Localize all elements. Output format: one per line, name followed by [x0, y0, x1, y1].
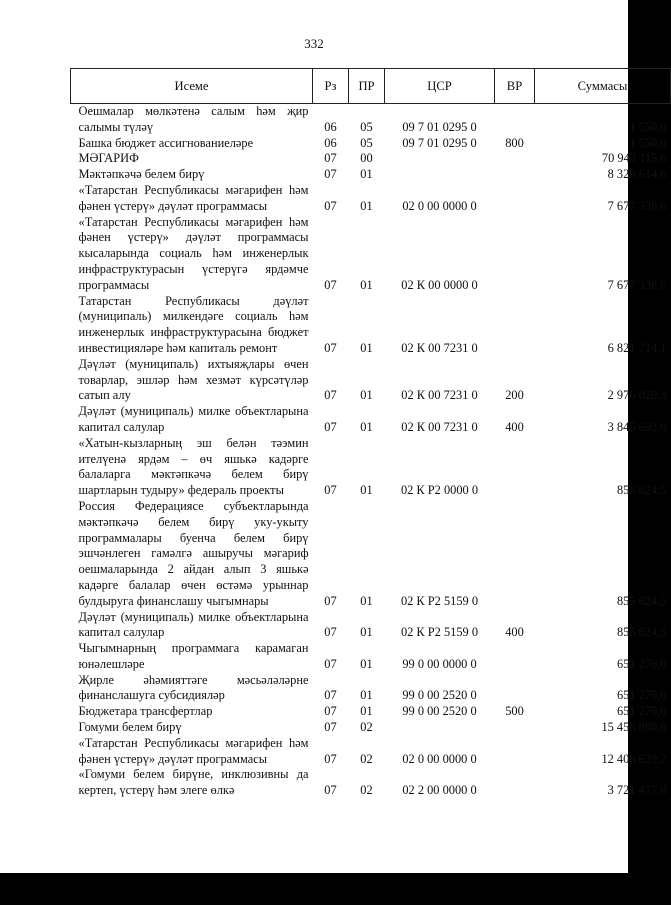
cell-name: «Гомуми белем бирүне, инклюзивны да кертеп, үстерү һәм элеге өлкә — [78, 767, 309, 798]
cell-sum: 6 821 714,1 — [607, 340, 667, 355]
cell-rz: 07 — [324, 483, 337, 498]
cell-vr — [495, 436, 535, 499]
cell-name: Бюджетара трансфертлар — [78, 704, 213, 719]
cell-csr: 99 0 00 0000 0 — [402, 656, 477, 671]
cell-vr: 400 — [505, 419, 524, 434]
cell-pr: 01 — [360, 688, 373, 703]
cell-pr: 05 — [360, 135, 373, 150]
cell-csr: 09 7 01 0295 0 — [402, 135, 477, 150]
cell-pr: 01 — [360, 704, 373, 719]
table-row — [71, 673, 671, 705]
column-header-rz: Рз — [313, 69, 349, 104]
cell-vr — [495, 183, 535, 215]
cell-sum: 12 406 639,2 — [601, 751, 667, 766]
cell-rz: 07 — [324, 151, 337, 166]
cell-vr — [495, 641, 535, 673]
cell-csr: 02 К 00 7231 0 — [401, 419, 478, 434]
table-row — [71, 136, 671, 152]
cell-pr: 01 — [360, 198, 373, 213]
cell-csr: 02 0 00 0000 0 — [402, 751, 477, 766]
cell-rz: 07 — [324, 783, 337, 798]
cell-sum: 15 456 880,8 — [601, 720, 667, 735]
cell-name: «Хатын-кызларның эш белән тәэмин ителүенә ярдәм – өч яшькә кадәрге балаларга мәктәпкәчә белем бирү шартларын тудыру» федераль проекты — [78, 435, 309, 498]
cell-csr: 99 0 00 2520 0 — [402, 704, 477, 719]
cell-csr: 02 К 00 0000 0 — [401, 277, 478, 292]
cell-rz: 06 — [324, 119, 337, 134]
cell-csr — [385, 720, 495, 736]
table-row — [71, 720, 671, 736]
cell-pr: 01 — [360, 340, 373, 355]
cell-name: «Татарстан Республикасы мәгарифен һәм фәнен үстерү» дәүләт программасы — [78, 735, 309, 766]
cell-sum: 2 976 020,3 — [607, 388, 667, 403]
cell-sum: 70 943 115,6 — [601, 151, 667, 166]
cell-pr: 02 — [360, 751, 373, 766]
cell-vr — [495, 215, 535, 294]
cell-vr — [495, 151, 535, 167]
cell-csr: 02 К Р2 0000 0 — [400, 483, 479, 498]
cell-name: «Татарстан Республикасы мәгарифен һәм фәнен үстерү» дәүләт программасы кысаларында социаль һәм инженерлык инфраструктурасын үстерүгә ярдәмче программасы — [78, 214, 309, 292]
cell-sum: 855 624,5 — [616, 483, 667, 498]
cell-vr — [495, 167, 535, 183]
column-header-csr: ЦСР — [385, 69, 495, 104]
table-body — [71, 104, 671, 800]
column-header-pr: ПР — [349, 69, 385, 104]
cell-csr: 02 2 00 0000 0 — [402, 783, 477, 798]
cell-rz: 07 — [324, 277, 337, 292]
table-row — [71, 436, 671, 499]
column-header-name: Исеме — [71, 69, 313, 104]
cell-csr: 09 7 01 0295 0 — [402, 119, 477, 134]
cell-sum: 3 845 693,8 — [607, 419, 667, 434]
table-row — [71, 736, 671, 768]
cell-vr — [495, 736, 535, 768]
cell-rz: 06 — [324, 135, 337, 150]
cell-csr: 02 К Р2 5159 0 — [400, 625, 479, 640]
table-header — [71, 69, 671, 104]
cell-sum: 1 550,0 — [629, 135, 667, 150]
cell-pr: 01 — [360, 625, 373, 640]
cell-sum: 651 276,0 — [616, 656, 667, 671]
cell-sum: 8 328 614,6 — [607, 167, 667, 182]
cell-csr: 02 0 00 0000 0 — [402, 198, 477, 213]
cell-pr: 02 — [360, 783, 373, 798]
cell-rz: 07 — [324, 751, 337, 766]
cell-sum: 651 276,0 — [616, 704, 667, 719]
cell-rz: 07 — [324, 167, 337, 182]
cell-pr: 02 — [360, 720, 373, 735]
cell-vr — [495, 499, 535, 610]
cell-pr: 05 — [360, 119, 373, 134]
cell-vr — [495, 767, 535, 799]
cell-pr: 01 — [360, 388, 373, 403]
cell-rz: 07 — [324, 720, 337, 735]
cell-sum: 855 624,5 — [616, 625, 667, 640]
cell-sum: 855 624,5 — [616, 593, 667, 608]
cell-pr: 01 — [360, 167, 373, 182]
cell-sum: 651 276,0 — [616, 688, 667, 703]
cell-rz: 07 — [324, 593, 337, 608]
cell-pr: 01 — [360, 593, 373, 608]
cell-name: Дәүләт (муниципаль) милке объектларына капитал салулар — [78, 404, 309, 434]
cell-rz: 07 — [324, 340, 337, 355]
cell-name: Җирле әһәмияттәге мәсьәләләрне финанслашуга субсидияләр — [78, 672, 309, 703]
cell-rz: 07 — [324, 388, 337, 403]
cell-vr — [495, 104, 535, 136]
table-row — [71, 215, 671, 294]
table-row — [71, 404, 671, 436]
cell-sum: 7 677 338,6 — [607, 277, 667, 292]
cell-vr: 500 — [505, 704, 524, 719]
table-row — [71, 357, 671, 404]
cell-vr: 400 — [505, 625, 524, 640]
cell-name: Чыгымнарның программага карамаган юнәлешләре — [78, 641, 309, 671]
table-row — [71, 167, 671, 183]
cell-pr: 00 — [360, 151, 373, 166]
column-header-sum: Суммасы — [535, 69, 671, 104]
cell-pr: 01 — [360, 656, 373, 671]
cell-vr — [495, 294, 535, 357]
cell-name: Гомуми белем бирү — [78, 720, 182, 735]
cell-csr: 99 0 00 2520 0 — [402, 688, 477, 703]
cell-sum: 3 721 417,8 — [607, 783, 667, 798]
cell-name: Дәүләт (муниципаль) ихтыяҗлары өчен товарлар, эшләр һәм хезмәт күрсәтүләр сатып алу — [78, 356, 309, 403]
budget-table — [70, 68, 671, 799]
table-row — [71, 151, 671, 167]
table-row — [71, 183, 671, 215]
cell-rz: 07 — [324, 419, 337, 434]
cell-csr — [385, 151, 495, 167]
table-row — [71, 294, 671, 357]
cell-name: Башка бюджет ассигнованиеләре — [78, 135, 254, 150]
cell-sum: 7 677 338,6 — [607, 198, 667, 213]
page-number: 332 — [304, 36, 324, 51]
cell-rz: 07 — [324, 198, 337, 213]
cell-rz: 07 — [324, 625, 337, 640]
cell-csr: 02 К 00 7231 0 — [401, 388, 478, 403]
table-row — [71, 610, 671, 642]
cell-vr — [495, 673, 535, 705]
cell-pr: 01 — [360, 277, 373, 292]
cell-vr — [495, 720, 535, 736]
cell-rz: 07 — [324, 656, 337, 671]
table-row — [71, 104, 671, 136]
cell-vr: 200 — [505, 388, 524, 403]
cell-csr: 02 К 00 7231 0 — [401, 340, 478, 355]
cell-name: Россия Федерациясе субъектларында мәктәпкәчә белем бирү уку-укыту программалары буенча белем бирү эшчәнлеген гамәлгә ашыручы мәгариф оешмаларында 2 айдан алып 3 яшькә кадәрге балалар өчен өстәмә урыннар булдыруга финанслашу чыгымнары — [78, 498, 309, 608]
cell-name: Татарстан Республикасы дәүләт (муниципаль) милкендәге социаль һәм инженерлык инфраструктурасына бюджет инвестицияләре һәм капиталь ремонт — [78, 293, 309, 355]
cell-vr: 800 — [505, 135, 524, 150]
cell-name: Оешмалар мөлкәтенә салым һәм җир салымы түләү — [78, 104, 309, 134]
column-header-vr: ВР — [495, 69, 535, 104]
cell-rz: 07 — [324, 704, 337, 719]
cell-pr: 01 — [360, 419, 373, 434]
cell-csr — [385, 167, 495, 183]
table-row — [71, 499, 671, 610]
cell-name: МӘГАРИФ — [78, 151, 139, 166]
cell-name: Мәктәпкәчә белем бирү — [78, 167, 205, 182]
table-row — [71, 767, 671, 799]
table-row — [71, 641, 671, 673]
cell-name: «Татарстан Республикасы мәгарифен һәм фәнен үстерү» дәүләт программасы — [78, 182, 309, 213]
cell-pr: 01 — [360, 483, 373, 498]
cell-sum: 1 550,0 — [629, 119, 667, 134]
cell-rz: 07 — [324, 688, 337, 703]
cell-name: Дәүләт (муниципаль) милке объектларына капитал салулар — [78, 609, 309, 640]
cell-csr: 02 К Р2 5159 0 — [400, 593, 479, 608]
table-row — [71, 704, 671, 720]
